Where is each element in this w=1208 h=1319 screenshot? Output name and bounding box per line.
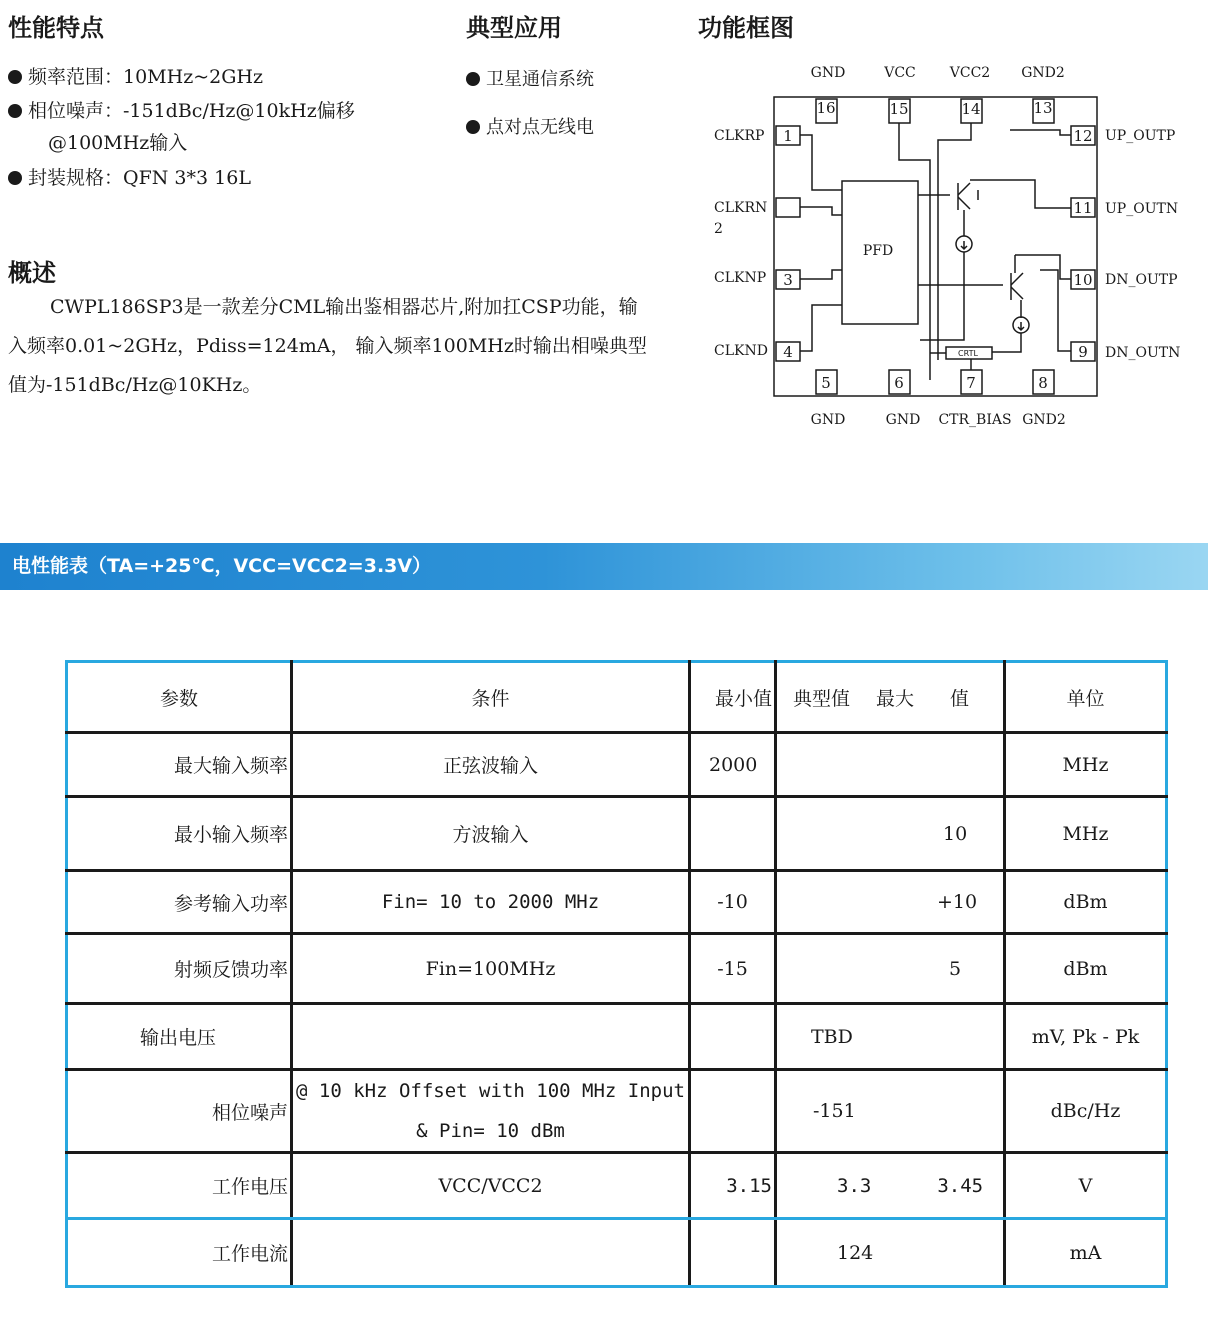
package-outline bbox=[774, 97, 1097, 396]
diagram-label: CLKNP bbox=[714, 270, 767, 286]
pin-number: 14 bbox=[961, 100, 981, 118]
header-unit: 单位 bbox=[1005, 662, 1167, 733]
pin-number: 6 bbox=[894, 374, 904, 392]
pin-number: 13 bbox=[1033, 99, 1053, 117]
features-title: 性能特点 bbox=[8, 14, 104, 42]
overview-text: CWPL186SP3是一款差分CML输出鉴相器芯片,附加扛CSP功能，输 入频率0.01~2GHz，Pdiss=124mA， 输入频率100MHz时输出相噪典型 值为-151dBc/Hz@10KHz。 bbox=[8, 296, 647, 396]
header-param: 参数 bbox=[67, 662, 292, 733]
table-header-row bbox=[67, 662, 1167, 733]
application-item: 点对点无线电 bbox=[466, 113, 594, 139]
pin-number: 4 bbox=[783, 343, 793, 361]
diagram-label: 2 bbox=[714, 221, 723, 237]
applications-title: 典型应用 bbox=[466, 14, 562, 42]
pin-number: 1 bbox=[783, 127, 793, 145]
diagram-label: DN_OUTN bbox=[1105, 345, 1181, 361]
table-row: 工作电流 124 mA bbox=[67, 1219, 1167, 1287]
feature-item: 相位噪声：-151dBc/Hz@10kHz偏移 bbox=[8, 98, 355, 124]
feature-item: 频率范围：10MHz~2GHz bbox=[8, 64, 263, 90]
bullet-icon bbox=[8, 104, 22, 118]
ctrl-label: CRTL bbox=[958, 349, 978, 358]
pin-number: 16 bbox=[816, 99, 836, 117]
diagram-label: CLKRN bbox=[714, 200, 768, 216]
bullet-icon bbox=[8, 70, 22, 84]
application-item: 卫星通信系统 bbox=[466, 65, 594, 91]
electrical-spec-table bbox=[65, 660, 1168, 1288]
pin-number: 11 bbox=[1073, 199, 1093, 217]
diagram-label: GND bbox=[885, 412, 921, 428]
diagram-label: GND bbox=[810, 65, 846, 81]
diagram-label: GND bbox=[810, 412, 846, 428]
pin-number: 7 bbox=[966, 374, 976, 392]
block-diagram-title: 功能框图 bbox=[698, 14, 794, 42]
diagram-label: UP_OUTP bbox=[1105, 128, 1176, 144]
pin-number: 15 bbox=[889, 100, 909, 118]
pin-number: 3 bbox=[783, 271, 793, 289]
pin-number: 9 bbox=[1078, 343, 1088, 361]
block-diagram bbox=[700, 55, 1200, 440]
pin-number: 10 bbox=[1073, 271, 1093, 289]
header-typ-max: 典型值 最大 值 bbox=[776, 662, 1005, 733]
pfd-label: PFD bbox=[862, 243, 894, 259]
diagram-label: CLKND bbox=[714, 343, 768, 359]
feature-item: 封装规格：QFN 3*3 16L bbox=[8, 165, 251, 191]
header-min: 最小值 bbox=[690, 662, 776, 733]
diagram-label: VCC bbox=[884, 65, 916, 81]
diagram-label: VCC2 bbox=[949, 65, 991, 81]
table-row: 射频反馈功率 Fin=100MHz -15 5 dBm bbox=[67, 934, 1167, 1004]
bullet-icon bbox=[466, 72, 480, 86]
diagram-label: DN_OUTP bbox=[1105, 272, 1178, 288]
diagram-label: CLKRP bbox=[714, 128, 765, 144]
table-row: 参考输入功率 Fin= 10 to 2000 MHz -10 +10 dBm bbox=[67, 871, 1167, 934]
diagram-label: GND2 bbox=[1022, 412, 1066, 428]
feature-item-continuation: @100MHz输入 bbox=[48, 132, 188, 154]
diagram-label: GND2 bbox=[1021, 65, 1065, 81]
header-cond: 条件 bbox=[292, 662, 690, 733]
electrical-spec-banner: 电性能表（TA=+25℃，VCC=VCC2=3.3V） bbox=[0, 543, 1208, 590]
table-row: 工作电压 VCC/VCC2 3.15 3.3 3.45 V bbox=[67, 1153, 1167, 1219]
bullet-icon bbox=[8, 171, 22, 185]
pin-number: 5 bbox=[821, 374, 831, 392]
diagram-label: UP_OUTN bbox=[1105, 201, 1179, 217]
table-row: 最小输入频率 方波输入 10 MHz bbox=[67, 797, 1167, 871]
table-row: 最大输入频率 正弦波输入 2000 MHz bbox=[67, 733, 1167, 797]
bullet-icon bbox=[466, 120, 480, 134]
table-row: 相位噪声 @ 10 kHz Offset with 100 MHz Input & Pin= 10 dBm -151 dBc/Hz bbox=[67, 1070, 1167, 1153]
pin-2-pad bbox=[776, 198, 800, 217]
diagram-label: CTR_BIAS bbox=[938, 412, 1012, 428]
pin-number: 8 bbox=[1038, 374, 1048, 392]
overview-title: 概述 bbox=[8, 259, 56, 287]
pin-number: 12 bbox=[1073, 127, 1093, 145]
table-row: 输出电压 TBD mV, Pk - Pk bbox=[67, 1004, 1167, 1070]
